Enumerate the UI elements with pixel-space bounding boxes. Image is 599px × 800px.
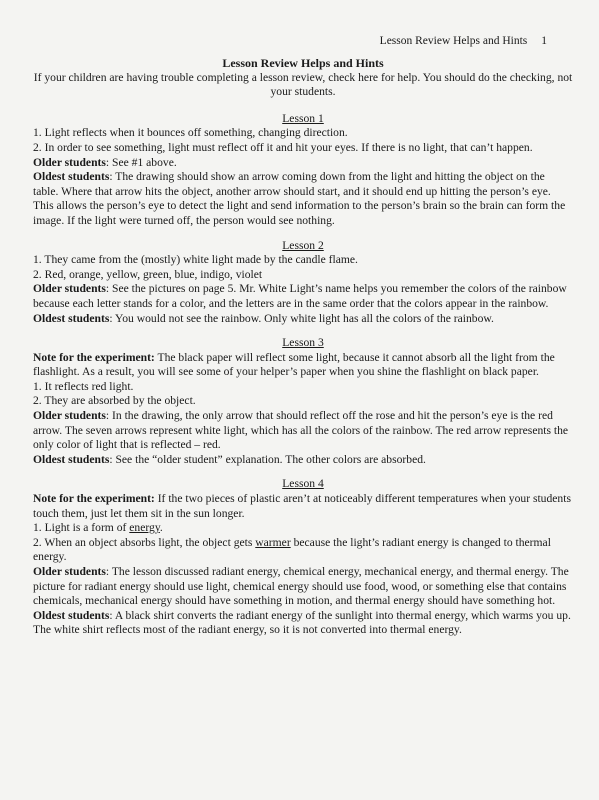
lesson-3-older-text: : In the drawing, the only arrow that should reflect off the rose and hit the person’s eye is the red arrow. The seven arrows represent white light, which has all the colors of the rainbow. The red arrow represents the only color of light that is reflected – red. [33,409,569,452]
older-label: Older students [33,409,106,423]
lesson-4-older [33,565,573,609]
document-title: Lesson Review Helps and Hints [222,56,384,70]
lesson-4-heading: Lesson 4 [282,477,324,491]
oldest-label: Oldest students [33,170,110,184]
answer-warmer: warmer [255,535,291,549]
lesson-4-oldest-text: : A black shirt converts the radiant energy of the sunlight into thermal energy, which warms you up. The white shirt reflects most of the radiant energy, so it is not converted into thermal energy. [33,608,571,637]
lesson-2-older-text: : See the pictures on page 5. Mr. White Light’s name helps you remember the colors of the rainbow because each letter stands for a color, and the letters are in the same order that the colors appear in the rainbow. [33,282,567,310]
lesson-1-item-1: 1. Light reflects when it bounces off something, changing direction. [33,126,348,140]
lesson-3-oldest-text: : See the “older student” explanation. The other colors are absorbed. [109,452,426,466]
oldest-label: Oldest students [33,608,110,622]
note-label: Note for the experiment: [33,492,155,506]
lesson-3-oldest [33,453,573,468]
lesson-3-item-1: 1. It reflects red light. [33,379,134,393]
lesson-2-oldest-text: : You would not see the rainbow. Only white light has all the colors of the rainbow. [109,311,494,325]
lesson-1-section [33,112,573,229]
lesson-2-item-2: 2. Red, orange, yellow, green, blue, indigo, violet [33,267,263,281]
intro-paragraph: If your children are having trouble completing a lesson review, check here for help. You should do the checking, not your students. [33,70,573,99]
lesson-2-older [33,282,573,311]
page-number: 1 [541,35,547,47]
lesson-4-item-1 [33,521,573,536]
lesson-4-older-text: : The lesson discussed radiant energy, chemical energy, mechanical energy, and thermal energy. The picture for radiant energy should use light, chemical energy should use food, wood, or something else that contains chemicals, mechanical energy should have something in motion, and thermal energy should have something hot. [33,565,569,608]
document-body [33,56,573,648]
lesson-4-item-1-text: 1. Light is a form of [33,521,130,535]
lesson-2-section [33,239,573,327]
lesson-4-item-1-end: . [159,521,163,535]
lesson-1-heading: Lesson 1 [282,111,324,125]
lesson-3-heading: Lesson 3 [282,336,324,350]
oldest-label: Oldest students [33,452,110,466]
oldest-label: Oldest students [33,311,110,325]
lesson-1-oldest-text: : The drawing should show an arrow coming down from the light and hitting the object on the table. Where that arrow hits the object, another arrow should start, and it should end up hitting the person’s eye. This allows the person’s eye to detect the light and send information to the person’s brain so the brain can form the image. If the light were turned off, the person would see nothing. [33,170,566,227]
older-label: Older students [33,155,106,169]
lesson-3-item-2: 2. They are absorbed by the object. [33,394,196,408]
lesson-2-oldest [33,312,573,327]
older-label: Older students [33,565,106,578]
lesson-4-item-2-end: because the light’s radiant energy is changed to thermal energy. [33,535,551,564]
lesson-3-note-text: The black paper will reflect some light, because it cannot absorb all the light from the flashlight. As a result, you will see some of your helper’s paper when you shine the flashlight on black paper. [33,350,555,379]
lesson-1-oldest [33,170,573,228]
lesson-3-section [33,336,573,467]
lesson-2-item-1: 1. They came from the (mostly) white light made by the candle flame. [33,253,358,267]
lesson-4-item-2 [33,536,573,565]
older-label: Older students [33,282,106,296]
lesson-4-oldest [33,609,573,638]
lesson-3-note [33,351,573,380]
running-title: Lesson Review Helps and Hints [379,35,528,47]
answer-energy: energy [129,521,160,535]
lesson-3-older [33,409,573,453]
lesson-1-older-text: : See #1 above. [105,155,177,169]
lesson-4-note [33,492,573,521]
lesson-1-older [33,156,573,171]
lesson-4-section [33,477,573,638]
lesson-2-heading: Lesson 2 [282,238,324,252]
note-label: Note for the experiment: [33,350,155,364]
lesson-1-item-2: 2. In order to see something, light must reflect off it and hit your eyes. If there is no light, that can’t happen. [33,140,533,154]
lesson-4-item-2-text: 2. When an object absorbs light, the object gets [33,535,256,549]
running-header [380,35,547,47]
lesson-4-note-text: If the two pieces of plastic aren’t at noticeably different temperatures when your students touch them, just let them sit in the sun longer. [33,492,571,520]
